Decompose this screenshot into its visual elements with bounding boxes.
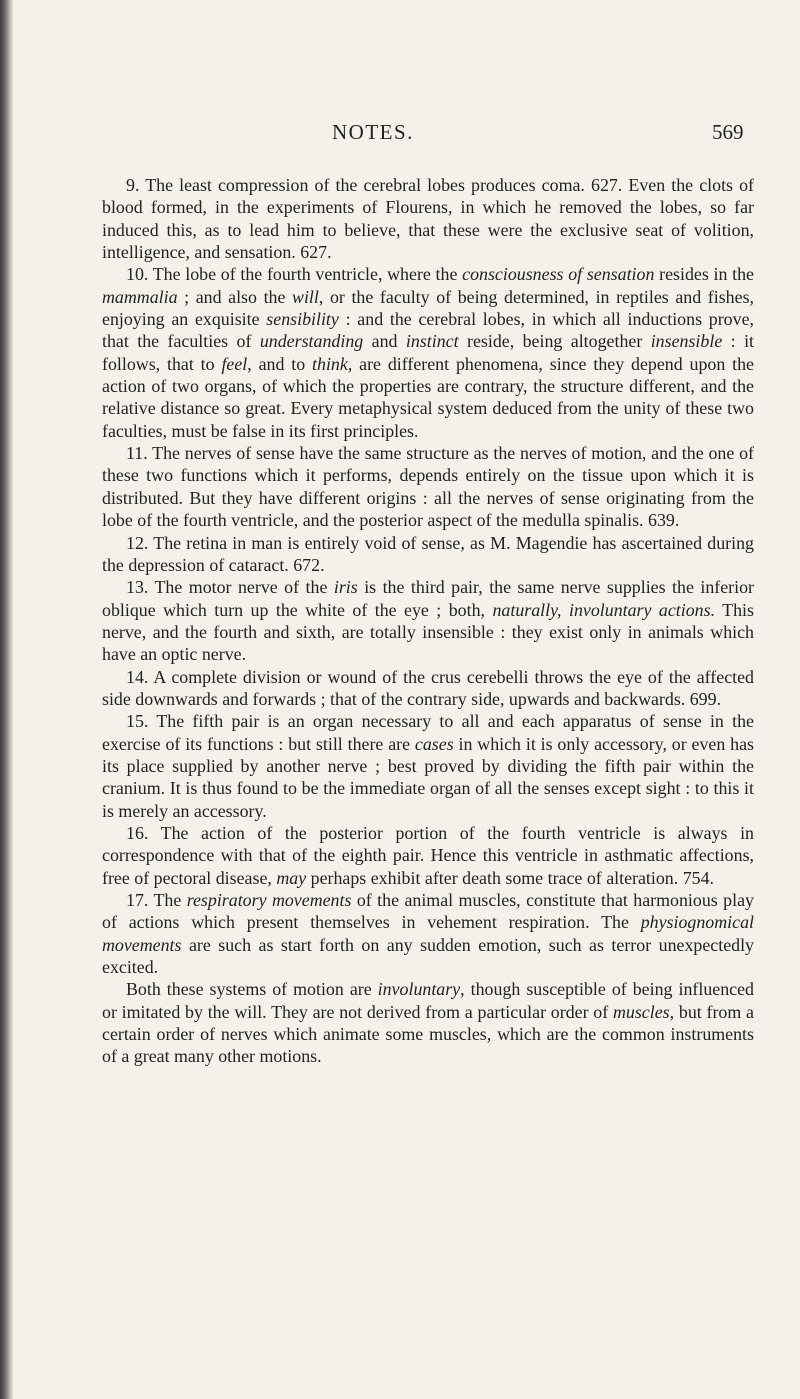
note-paragraph [102, 442, 754, 531]
paragraph-text: ; and also the [177, 286, 293, 307]
page-header [0, 120, 800, 150]
paragraph-text: of the animal muscles, constitute that harmonious play of actions which present themselves in vehement respiration. The [102, 890, 754, 933]
paragraph-text: , though susceptible of being influenced or imitated by the will. They are not derived from a particular order of [102, 979, 754, 1022]
note-paragraph [102, 666, 754, 711]
paragraph-text: 12. The retina in man is entirely void of sense, as M. Magendie has ascertained during the depression of cataract. 672. [102, 532, 754, 575]
paragraph-text: 13. The motor nerve of the [126, 577, 334, 598]
note-paragraph [102, 532, 754, 577]
paragraph-text: 10. The lobe of the fourth ventricle, where the [126, 264, 463, 285]
paragraph-text: , or the faculty of being determined, in reptiles and fishes, enjoying an exquisite [102, 286, 755, 330]
italic-term: iris [333, 577, 358, 598]
paragraph-text: : it follows, that to [102, 331, 755, 374]
italic-term: think [312, 353, 348, 374]
paragraph-text: , are different phenomena, since they depend upon the action of two organs, of which the properties are contrary, the structure different, and the relative distance so great. Every metaphysical system deduced from the unity of these two faculties, must be false in its first principles. [102, 353, 755, 441]
paragraph-text: resides in the [654, 264, 754, 285]
note-paragraph [102, 710, 754, 822]
paragraph-text: This nerve, and the fourth and sixth, are totally insensible : they exist only in animals which have an optic nerve. [102, 599, 754, 665]
paragraph-text: 15. The fifth pair is an organ necessary to all and each apparatus of sense in the exercise of its functions : but still there are [102, 711, 754, 754]
paragraph-text: 9. The least compression of the cerebral lobes produces coma. 627. Even the clots of blood formed, in the experiments of Flourens, in which he removed the lobes, so far induced this, as to lead him to believe, that these were the exclusive seat of volition, intelligence, and sensation. 627. [102, 175, 754, 263]
note-paragraph [102, 576, 754, 665]
italic-term: instinct [405, 331, 459, 352]
paragraph-text: Both these systems of motion are [126, 979, 378, 1000]
paragraph-text: , but from a certain order of nerves which animate some muscles, which are the common instruments of a great many other motions. [102, 1001, 754, 1067]
running-title: NOTES. [332, 120, 414, 144]
italic-term: sensibility [266, 309, 339, 330]
italic-term: will [292, 286, 319, 307]
italic-term: cases [414, 733, 454, 754]
italic-term: naturally, involuntary actions. [492, 599, 716, 620]
paragraph-text: is the third pair, the same nerve supplies the inferior oblique which turn up the white of the eye ; both, [102, 577, 754, 620]
paragraph-text: 14. A complete division or wound of the crus cerebelli throws the eye of the affected side downwards and forwards ; that of the contrary side, upwards and backwards. 699. [102, 666, 754, 709]
paragraph-text: 16. The action of the posterior portion of the fourth ventricle is always in correspondence with that of the eighth pair. Hence this ventricle in asthmatic affections, free of pectoral disease, [102, 822, 754, 888]
note-paragraph [102, 889, 754, 978]
paragraph-text: , and to [247, 353, 313, 374]
italic-term: insensible [650, 331, 723, 352]
paragraph-text: are such as start forth on any sudden emotion, such as terror unexpectedly excited. [102, 934, 754, 978]
note-paragraph [102, 822, 754, 889]
italic-term: consciousness of sensation [462, 264, 655, 285]
note-paragraph [102, 978, 754, 1067]
paragraph-text: : and the cerebral lobes, in which all inductions prove, that the faculties of [102, 309, 754, 352]
italic-term: involuntary [377, 979, 461, 1000]
paragraph-text: perhaps exhibit after death some trace of alteration. 754. [306, 867, 714, 888]
italic-term: may [276, 867, 307, 888]
italic-term: feel [221, 353, 248, 374]
note-paragraph [102, 174, 754, 263]
paragraph-text: and [363, 331, 406, 352]
paragraph-text: reside, being altogether [458, 331, 651, 352]
italic-term: physiognomical movements [102, 912, 754, 955]
italic-term: respiratory movements [186, 890, 352, 910]
page-number: 569 [712, 120, 744, 144]
note-paragraph [102, 263, 754, 442]
italic-term: mammalia [102, 286, 178, 307]
page-binding-edge [0, 0, 14, 1399]
paragraph-text: 17. The [126, 890, 187, 910]
italic-term: muscles [612, 1001, 670, 1022]
italic-term: understanding [259, 331, 364, 352]
notes-body [102, 174, 754, 1068]
paragraph-text: 11. The nerves of sense have the same structure as the nerves of motion, and the one of these two functions which it performs, depends entirely on the tissue upon which it is distributed. But they have different origins : all the nerves of sense originating from the lobe of the fourth ventricle, and the posterior aspect of the medulla spinalis. 639. [102, 443, 754, 531]
paragraph-text: in which it is only accessory, or even has its place supplied by another nerve ; best proved by dividing the fifth pair within the cranium. It is thus found to be the immediate organ of all the senses except sight : to this it is merely an accessory. [102, 733, 754, 821]
